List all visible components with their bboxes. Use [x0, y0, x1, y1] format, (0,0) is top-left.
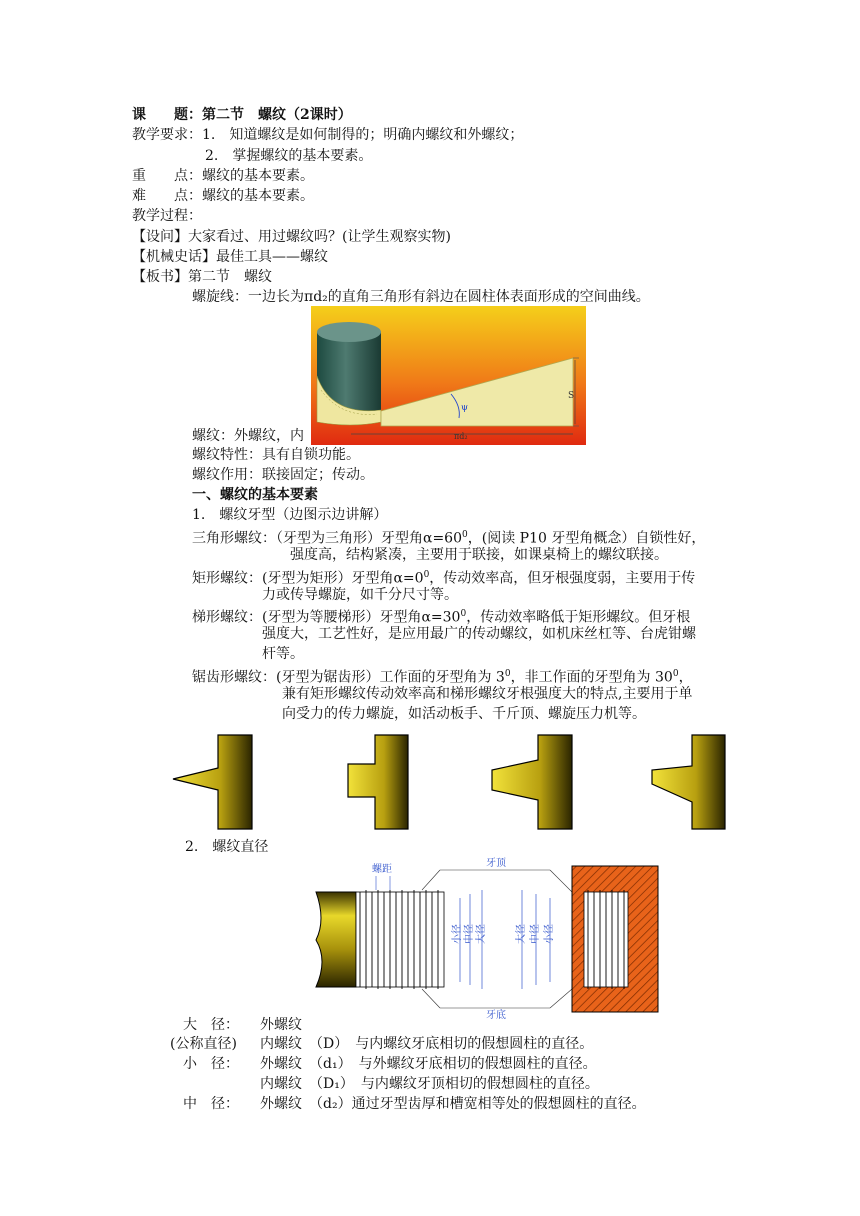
label-pid: πd₂	[454, 432, 468, 441]
triangle-profile	[173, 735, 252, 829]
label-minor-ext: 小径	[452, 924, 463, 944]
section-2-sub: 2. 螺纹直径	[185, 839, 269, 855]
board-line	[132, 268, 272, 287]
requirements-line-1	[132, 126, 523, 145]
trap-text-3: 杆等。	[262, 646, 304, 662]
section-1-title: 一、螺纹的基本要素	[192, 487, 318, 503]
thread-kinds: 螺纹：外螺纹，内	[192, 428, 304, 444]
major-ext: 外螺纹	[260, 1017, 302, 1033]
label-psi: ψ	[461, 403, 469, 413]
key-point-label: 重 点：	[132, 168, 202, 184]
label-root: 牙底	[486, 1010, 506, 1020]
thread-feature: 螺纹特性：具有自锁功能。	[192, 447, 360, 463]
section-1-sub: 1. 螺纹牙型（边图示边讲解）	[192, 507, 388, 523]
history-tag: 【机械史话】	[132, 249, 216, 265]
rect-label: 矩形螺纹：	[192, 570, 262, 587]
requirement-1: 1. 知道螺纹是如何制得的；明确内螺纹和外螺纹；	[202, 127, 524, 143]
topic-label: 课 题：	[132, 107, 202, 123]
label-major-ext: 大径	[476, 924, 487, 944]
degree-mark: 0	[462, 530, 468, 540]
history-text: 最佳工具——螺纹	[216, 249, 328, 265]
label-crest: 牙顶	[486, 858, 506, 869]
topic-value: 第二节 螺纹（2课时）	[202, 107, 352, 123]
difficulty-line	[132, 187, 314, 206]
label-minor-int: 小径	[544, 924, 555, 944]
cylinder-top	[317, 322, 381, 342]
rect-text-1: (牙型为矩形）牙型角α=0	[262, 570, 424, 587]
rectangle-profile	[348, 735, 408, 829]
triangle-text-2: 强度高，结构紧凑，主要用于联接，如课桌椅上的螺纹联接。	[290, 547, 668, 563]
trap-text-1b: ，传动效率略低于矩形螺纹。但牙根	[466, 609, 691, 626]
helix-figure	[311, 306, 586, 445]
trapezoid-profile	[492, 735, 572, 829]
root-leader-left	[422, 989, 440, 1008]
label-s: S	[568, 391, 575, 401]
label-pitch-dia-ext: 中径	[464, 924, 475, 944]
sawtooth-profile	[652, 735, 725, 829]
board-tag: 【板书】	[132, 269, 188, 285]
question-tag: 【设问】	[132, 229, 188, 245]
question-line	[132, 228, 451, 247]
topic-line	[132, 106, 352, 125]
crest-leader-left	[422, 870, 440, 890]
helix-definition: 螺旋线：一边长为πd₂的直角三角形有斜边在圆柱体表面形成的空间曲线。	[192, 289, 650, 305]
triangle-label: 三角形螺纹：	[192, 530, 276, 547]
minor-int: 内螺纹 （D₁） 与内螺纹牙顶相切的假想圆柱的直径。	[260, 1076, 599, 1092]
root-leader-right	[550, 989, 572, 1008]
history-line	[132, 248, 328, 267]
degree-mark: 0	[423, 570, 430, 580]
trap-text-2: 强度大，工艺性好，是应用最广的传动螺纹，如机床丝杠等、台虎钳螺	[262, 626, 696, 642]
board-text: 第二节 螺纹	[188, 269, 272, 285]
requirement-2: 2. 掌握螺纹的基本要素。	[205, 148, 373, 164]
rod-end	[316, 892, 356, 987]
label-pitch: 螺距	[372, 864, 392, 875]
saw-text-2: 兼有矩形螺纹传动效率高和梯形螺纹牙根强度大的特点,主要用于单	[282, 686, 693, 702]
key-point-value: 螺纹的基本要素。	[202, 168, 314, 184]
triangle-text-1: （牙型为三角形）牙型角α=60	[276, 530, 462, 547]
trap-label: 梯形螺纹：	[192, 609, 262, 626]
major-label: 大 径：	[183, 1017, 239, 1033]
difficulty-value: 螺纹的基本要素。	[202, 188, 314, 204]
pitch-dia-ext: 外螺纹 （d₂）通过牙型齿厚和槽宽相等处的假想圆柱的直径。	[260, 1096, 646, 1112]
major-line	[183, 1016, 239, 1035]
degree-mark: 0	[504, 669, 511, 679]
label-major-int: 大径	[516, 924, 527, 944]
saw-label: 锯齿形螺纹：	[192, 669, 276, 686]
external-thread-body	[356, 892, 444, 987]
triangle-text-1b: ，(阅读 P10 牙型角概念）自锁性好，	[467, 530, 706, 547]
minor-ext: 外螺纹 （d₁） 与外螺纹牙底相切的假想圆柱的直径。	[260, 1056, 597, 1072]
thread-profiles-figure	[170, 732, 730, 832]
key-point-line	[132, 167, 314, 186]
question-text: 大家看过、用过螺纹吗？(让学生观察实物)	[188, 229, 451, 245]
nominal-label: (公称直径)	[170, 1036, 237, 1052]
minor-label: 小 径：	[183, 1056, 239, 1072]
trap-text-1: (牙型为等腰梯形）牙型角α=30	[262, 609, 461, 626]
pitch-dia-label: 中 径：	[183, 1096, 239, 1112]
thread-diameter-figure	[310, 852, 662, 1020]
process-label: 教学过程：	[132, 208, 202, 224]
requirements-label: 教学要求：	[132, 127, 202, 143]
rect-text-2: 力或传导螺旋，如千分尺寸等。	[262, 587, 458, 603]
thread-use: 螺纹作用：联接固定；传动。	[192, 467, 374, 483]
saw-text-1c: ，	[678, 669, 693, 686]
crest-leader-right	[550, 870, 572, 892]
saw-text-3: 向受力的传力螺旋，如活动板手、千斤顶、螺旋压力机等。	[282, 706, 646, 722]
degree-mark: 0	[672, 669, 679, 679]
nominal-int: 内螺纹 （D） 与内螺纹牙底相切的假想圆柱的直径。	[260, 1036, 594, 1052]
difficulty-label: 难 点：	[132, 188, 202, 204]
saw-text-1b: ，非工作面的牙型角为 30	[510, 669, 673, 686]
label-pitch-dia-int: 中径	[530, 924, 541, 944]
rect-text-1b: ，传动效率高，但牙根强度弱，主要用于传	[429, 570, 696, 587]
saw-text-1: (牙型为锯齿形）工作面的牙型角为 3	[276, 669, 505, 686]
degree-mark: 0	[460, 609, 467, 619]
